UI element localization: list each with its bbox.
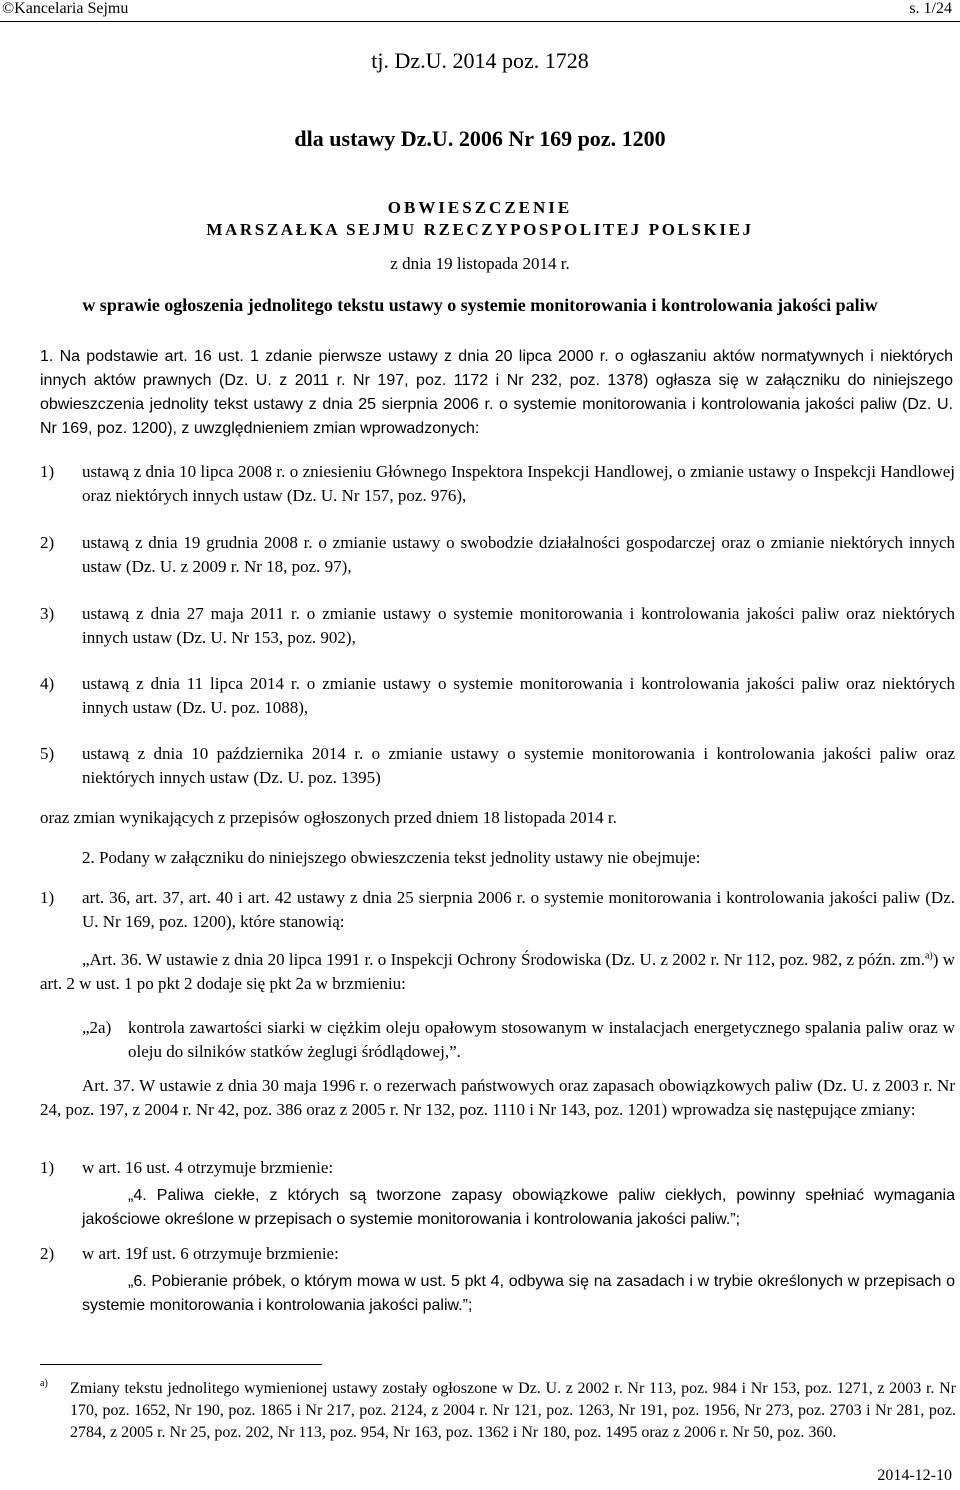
consolidated-reference: tj. Dz.U. 2014 poz. 1728 xyxy=(371,48,589,73)
amendment-text: ustawą z dnia 10 lipca 2008 r. o zniesieniu Głównego Inspektora Inspekcji Handlowej, o zmianie ustawy o Inspekcji Handlowej oraz niektórych innych ustaw (Dz. U. Nr 157, poz. 976), xyxy=(82,462,955,505)
amendments-closing: oraz zmian wynikających z przepisów ogłoszonych przed dniem 18 listopada 2014 r. xyxy=(40,808,617,827)
amendment-number: 3) xyxy=(40,604,55,623)
point-2a-text: kontrola zawartości siarki w ciężkim oleju opałowym stosowanym w instalacjach energetycznego spalania paliw oraz w oleju do silników statków żeglugi śródlądowej,”. xyxy=(128,1018,955,1061)
change-text: w art. 19f ust. 6 otrzymuje brzmienie: xyxy=(82,1244,339,1263)
document-title-issuer: MARSZAŁKA SEJMU RZECZYPOSPOLITEJ POLSKIEJ xyxy=(206,220,754,239)
copyright-label: ©Kancelaria Sejmu xyxy=(2,0,129,17)
footnote-text: Zmiany tekstu jednolitego wymienionej ustawy zostały ogłoszone w Dz. U. z 2002 r. Nr 113, poz. 984 i Nr 153, poz. 1271, z 2003 r. Nr 170, poz. 1652, Nr 190, poz. 1865 i Nr 217, poz. 2124, z 2004 r. Nr 121, poz. 1263, Nr 191, poz. 1956, Nr 273, poz. 2703 i Nr 281, poz. 2784, z 2005 r. Nr 25, poz. 202, Nr 113, poz. 954, Nr 163, poz. 1362 i Nr 180, poz. 1495 oraz z 2006 r. Nr 50, poz. 360. xyxy=(70,1380,956,1441)
page-number: s. 1/24 xyxy=(909,0,952,17)
article-37-text: Art. 37. W ustawie z dnia 30 maja 1996 r. o rezerwach państwowych oraz zapasach obowiązkowych paliw (Dz. U. z 2003 r. Nr 24, poz. 197, z 2004 r. Nr 42, poz. 386 oraz z 2005 r. Nr 132, poz. 1110 i Nr 143, poz. 1201) wprowadza się następujące zmiany: xyxy=(40,1076,955,1119)
footnote-separator xyxy=(40,1364,322,1365)
amendment-number: 1) xyxy=(40,462,55,481)
amendment-text: ustawą z dnia 27 maja 2011 r. o zmianie ustawy o systemie monitorowania i kontrolowania jakości paliw oraz niektórych innych ustaw (Dz. U. Nr 153, poz. 902), xyxy=(82,604,955,647)
paragraph-2: 2. Podany w załączniku do niniejszego obwieszczenia tekst jednolity ustawy nie obejmuje: xyxy=(82,848,701,867)
change-quote: „4. Paliwa ciekłe, z których są tworzone zapasy obowiązkowe paliw ciekłych, powinny spełniać wymagania jakościowe określone w przepisach o systemie monitorowania i kontrolowania jakości paliw.”; xyxy=(82,1187,955,1228)
change-text: w art. 16 ust. 4 otrzymuje brzmienie: xyxy=(82,1158,334,1177)
exclusion-number: 1) xyxy=(40,888,55,907)
footnote-mark: a) xyxy=(40,1378,48,1389)
document-date: z dnia 19 listopada 2014 r. xyxy=(390,254,570,273)
point-2a-number: „2a) xyxy=(82,1018,112,1037)
amendment-text: ustawą z dnia 11 lipca 2014 r. o zmianie ustawy o systemie monitorowania i kontrolowania jakości paliw oraz niektórych innych ustaw (Dz. U. poz. 1088), xyxy=(82,674,955,717)
change-number: 1) xyxy=(40,1158,55,1177)
amendment-number: 5) xyxy=(40,744,55,763)
paragraph-1: 1. Na podstawie art. 16 ust. 1 zdanie pierwsze ustawy z dnia 20 lipca 2000 r. o ogłaszaniu aktów normatywnych i niektórych innych aktów prawnych (Dz. U. z 2011 r. Nr 197, poz. 1172 i Nr 232, poz. 1378) ogłasza się w załączniku do niniejszego obwieszczenia jednolity tekst ustawy z dnia 25 sierpnia 2006 r. o systemie monitorowania i kontrolowania jakości paliw (Dz. U. Nr 169, poz. 1200), z uwzględnieniem zmian wprowadzonych: xyxy=(40,348,953,437)
article-36-text: „Art. 36. W ustawie z dnia 20 lipca 1991 r. o Inspekcji Ochrony Środowiska (Dz. U. z 2002 r. Nr 112, poz. 982, z późn. zm.$^{a)}$) w art. 2 w ust. 1 po pkt 2 dodaje się pkt 2a w brzmieniu: xyxy=(40,950,955,993)
amendment-number: 2) xyxy=(40,533,55,552)
amendment-number: 4) xyxy=(40,674,55,693)
original-reference: dla ustawy Dz.U. 2006 Nr 169 poz. 1200 xyxy=(294,126,666,151)
exclusion-text: art. 36, art. 37, art. 40 i art. 42 ustawy z dnia 25 sierpnia 2006 r. o systemie monitorowania i kontrolowania jakości paliw (Dz. U. Nr 169, poz. 1200), które stanowią: xyxy=(82,888,955,931)
footer-date: 2014-12-10 xyxy=(877,1467,952,1484)
document-title: OBWIESZCZENIE xyxy=(387,198,573,217)
document-subject: w sprawie ogłoszenia jednolitego tekstu ustawy o systemie monitorowania i kontrolowania jakości paliw xyxy=(82,295,878,315)
page-header xyxy=(0,0,960,22)
change-quote: „6. Pobieranie próbek, o którym mowa w ust. 5 pkt 4, odbywa się na zasadach i w trybie określonych w przepisach o systemie monitorowania i kontrolowania jakości paliw.”; xyxy=(82,1273,955,1314)
amendment-text: ustawą z dnia 10 października 2014 r. o zmianie ustawy o systemie monitorowania i kontrolowania jakości paliw oraz niektórych innych ustaw (Dz. U. poz. 1395) xyxy=(82,744,955,787)
footnote-reference: a) xyxy=(924,950,933,962)
change-number: 2) xyxy=(40,1244,55,1263)
amendment-text: ustawą z dnia 19 grudnia 2008 r. o zmianie ustawy o swobodzie działalności gospodarczej oraz o zmianie niektórych innych ustaw (Dz. U. z 2009 r. Nr 18, poz. 97), xyxy=(82,533,955,576)
